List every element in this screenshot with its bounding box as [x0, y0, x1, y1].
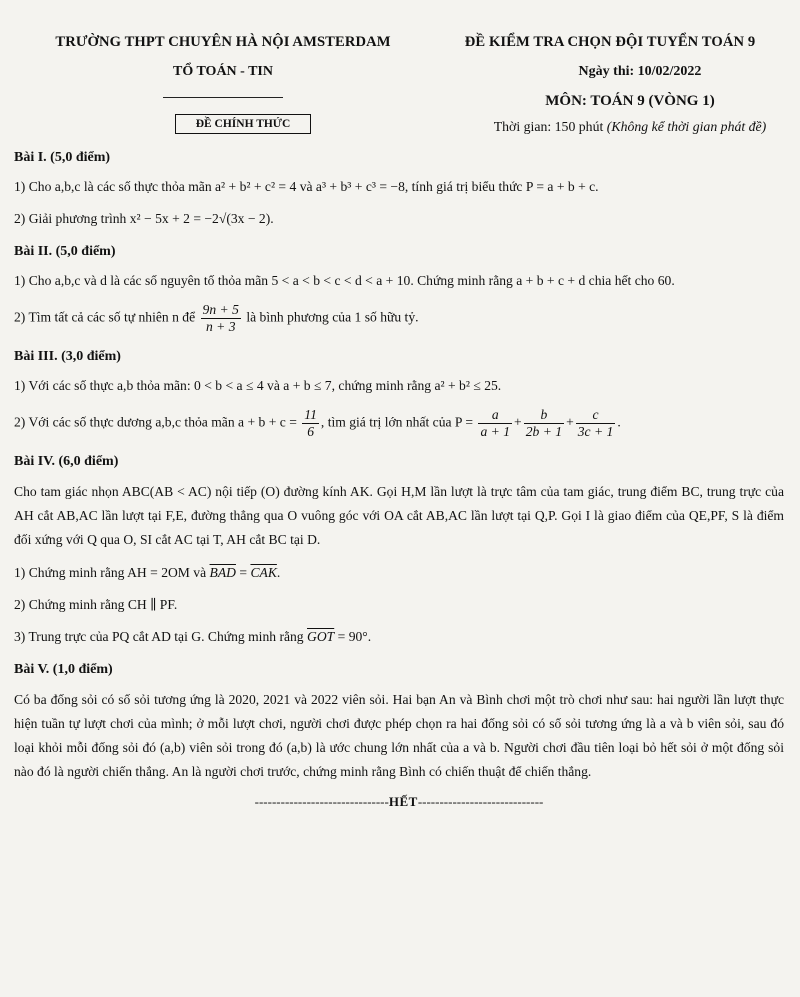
fraction-11-over-6	[302, 407, 319, 440]
exam-time	[460, 119, 800, 135]
fraction-denominator: n + 3	[205, 319, 236, 334]
problem-4-question-1	[14, 562, 784, 584]
fraction-9n5-over-n3	[201, 302, 241, 335]
angle-got: $\overline{GOT}$	[307, 629, 335, 644]
fraction-numerator: 11	[304, 407, 317, 422]
problem-1-question-2: 2) Giải phương trình x² − 5x + 2 = −2√(3x − 2).	[14, 211, 274, 226]
fraction-denominator: a + 1	[480, 424, 511, 439]
plus-sign: +	[514, 414, 522, 430]
period: .	[276, 565, 281, 580]
angle-bad: $\overline{BAD}$	[209, 565, 236, 580]
exam-date: Ngày thi: 10/02/2022	[578, 64, 702, 79]
header-left	[18, 34, 428, 134]
problem-5-title: Bài V. (1,0 điểm)	[14, 662, 113, 677]
fraction-numerator: c	[576, 407, 616, 424]
problem-5-text: Có ba đống sỏi có số sỏi tương ứng là 2020, 2021 và 2022 viên sỏi. Hai bạn An và Bình chơi một trò chơi như sau: hai người lần lượt thực hiện tuần tự lượt chơi của mình; ở mỗi lượt chơi, người chơi được phép chọn ra hai đống sỏi có số sỏi tương ứng là a và b viên sỏi, sau đó loại khỏi mỗi đống sỏi đó (a,b) viên sỏi trong đó (a,b) là ước chung lớn nhất của a và b. Người chơi đầu tiên loại bỏ hết sỏi ở một đống sỏi nào đó là người chiến thắng. An là người chơi trước, chứng minh rằng Bình có chiến thuật để chiến thắng.	[14, 692, 784, 779]
problem-2-q2-prefix: 2) Tìm tất cả các số tự nhiên n để	[14, 309, 196, 325]
problem-3-q2-prefix: 2) Với các số thực dương a,b,c thỏa mãn a + b + c =	[14, 414, 297, 430]
fraction-denominator: 6	[307, 424, 314, 439]
fraction-denominator: 3c + 1	[577, 424, 614, 439]
school-name: TRƯỜNG THPT CHUYÊN HÀ NỘI AMSTERDAM	[55, 34, 391, 50]
official-label-box: ĐỀ CHÍNH THỨC	[175, 114, 312, 134]
fraction-b-over-2b1	[524, 407, 564, 440]
end-marker	[14, 794, 784, 810]
problem-1-title: Bài I. (5,0 điểm)	[14, 150, 111, 165]
time-label: Thời gian: 150 phút	[493, 119, 604, 134]
department-name: TỔ TOÁN - TIN	[173, 64, 273, 79]
problem-2-title: Bài II. (5,0 điểm)	[14, 244, 116, 259]
problem-3-q2-middle: , tìm giá trị lớn nhất của P =	[320, 414, 474, 430]
problem-4-intro: Cho tam giác nhọn ABC(AB < AC) nội tiếp (O) đường kính AK. Gọi H,M lần lượt là trực tâm của tam giác, trung điểm BC, trung trực của AH cắt AB,AC lần lượt tại F,E, đường thẳng qua O vuông góc với OA cắt AB,AC lần lượt tại Q,P. Gọi I là giao điểm của QE,PF, S là điểm đối xứng với Q qua O, SI cắt AC tại T, AH cắt BC tại D.	[14, 484, 784, 547]
problem-4-question-2: 2) Chứng minh rằng CH ∥ PF.	[14, 597, 178, 612]
equals-sign: =	[239, 565, 248, 580]
fraction-numerator: 9n + 5	[202, 302, 239, 317]
header-right	[420, 34, 800, 135]
end-label: HẾT	[388, 794, 418, 809]
fraction-a-over-a1	[478, 407, 512, 440]
problem-2-question-2	[14, 302, 784, 335]
problem-3-question-2	[14, 407, 784, 440]
fraction-numerator: a	[478, 407, 512, 424]
end-dashes-right: -----------------------------	[417, 794, 544, 809]
fraction-numerator: b	[524, 407, 564, 424]
problem-3-question-1: 1) Với các số thực a,b thỏa mãn: 0 < b < a ≤ 4 và a + b ≤ 7, chứng minh rằng a² + b² ≤ 25.	[14, 378, 502, 393]
plus-sign: +	[566, 414, 574, 430]
problem-4-question-3	[14, 626, 784, 648]
exam-subject: MÔN: TOÁN 9 (VÒNG 1)	[545, 93, 715, 109]
problem-4-q3-suffix: = 90°.	[337, 629, 372, 644]
problem-4-title: Bài IV. (6,0 điểm)	[14, 454, 119, 469]
time-note: (Không kể thời gian phát đề)	[606, 119, 767, 134]
problem-4-q3-prefix: 3) Trung trực của PQ cắt AD tại G. Chứng minh rằng	[14, 629, 304, 644]
exam-title: ĐỀ KIỂM TRA CHỌN ĐỘI TUYỂN TOÁN 9	[464, 34, 756, 50]
problem-2-q2-suffix: là bình phương của 1 số hữu tỷ.	[246, 309, 419, 325]
problem-3-title: Bài III. (3,0 điểm)	[14, 349, 121, 364]
problem-4-q1-prefix: 1) Chứng minh rằng AH = 2OM và	[14, 565, 207, 580]
angle-cak: $\overline{CAK}$	[250, 565, 277, 580]
exam-body	[14, 150, 784, 810]
period: .	[617, 414, 621, 430]
fraction-c-over-3c1	[576, 407, 616, 440]
problem-1-question-1: 1) Cho a,b,c là các số thực thỏa mãn a² + b² + c² = 4 và a³ + b³ + c³ = −8, tính giá trị biểu thức P = a + b + c.	[14, 179, 599, 194]
fraction-denominator: 2b + 1	[525, 424, 563, 439]
header-divider	[163, 97, 283, 98]
problem-2-question-1: 1) Cho a,b,c và d là các số nguyên tố thỏa mãn 5 < a < b < c < d < a + 10. Chứng minh rằng a + b + c + d chia hết cho 60.	[14, 273, 675, 288]
end-dashes-left: -------------------------------	[254, 794, 389, 809]
